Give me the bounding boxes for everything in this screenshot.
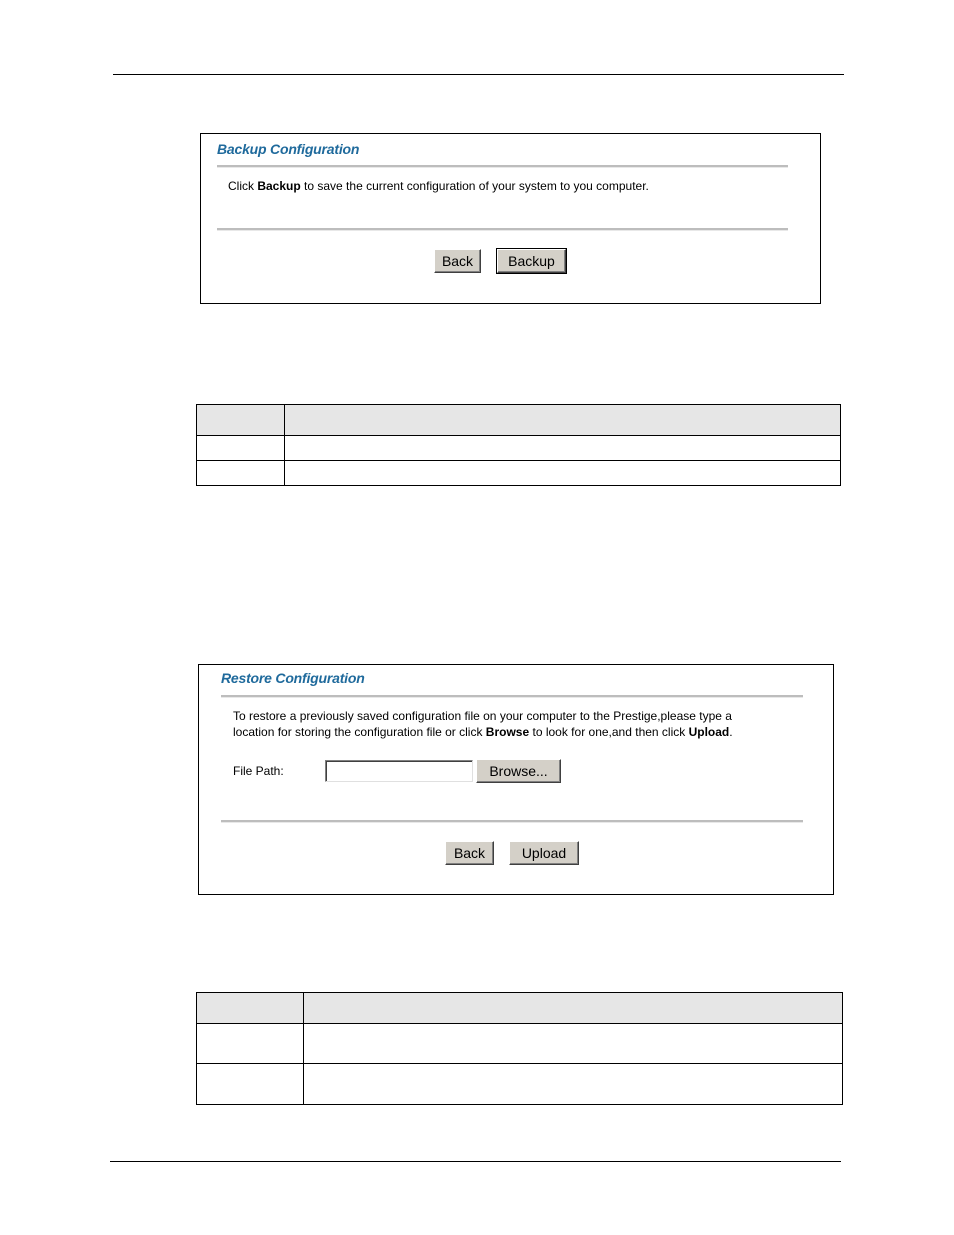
table-row [197,461,841,486]
back-button[interactable]: Back [445,841,494,865]
table-cell [197,1024,304,1064]
backup-panel-title: Backup Configuration [217,141,360,157]
backup-text-bold: Backup [257,179,301,193]
restore-text-line1: To restore a previously saved configuration file on your computer to the Prestige,please type a [233,709,732,723]
backup-text-suffix: to save the current configuration of your system to you computer. [300,179,649,193]
restore-fields-table [196,992,843,1105]
restore-line2-prefix: location for storing the configuration file or click [233,725,486,739]
table-cell [285,461,841,486]
restore-line2-mid: to look for one,and then click [529,725,689,739]
restore-line2-suffix: . [729,725,733,739]
table-row [197,1064,843,1105]
restore-line2-browse: Browse [485,725,530,739]
table-row [197,1024,843,1064]
file-path-input[interactable] [325,760,473,782]
restore-bottom-divider [221,820,803,823]
backup-instruction-text [228,178,649,194]
backup-bottom-divider [217,228,788,231]
table-header-label [197,993,304,1024]
backup-button[interactable]: Backup [497,249,566,273]
table-cell [197,436,285,461]
restore-configuration-panel [198,664,834,895]
upload-button[interactable]: Upload [509,841,579,865]
restore-text-line2 [233,724,733,740]
table-header-description [285,405,841,436]
backup-fields-table [196,404,841,486]
table-header-label [197,405,285,436]
table-cell [197,461,285,486]
backup-title-divider [217,165,788,168]
file-path-label: File Path: [233,764,284,778]
backup-text-prefix: Click [228,179,258,193]
header-rule [113,74,844,75]
table-row [197,436,841,461]
restore-line2-upload: Upload [688,725,730,739]
table-header-description [304,993,843,1024]
table-cell [304,1064,843,1105]
footer-rule [110,1161,841,1162]
table-cell [197,1064,304,1105]
table-cell [304,1024,843,1064]
restore-instruction-text [233,708,733,740]
table-cell [285,436,841,461]
backup-configuration-panel [200,133,821,304]
back-button[interactable]: Back [434,249,481,273]
restore-panel-title: Restore Configuration [221,670,365,686]
browse-button[interactable]: Browse... [476,759,561,783]
restore-title-divider [221,695,803,698]
